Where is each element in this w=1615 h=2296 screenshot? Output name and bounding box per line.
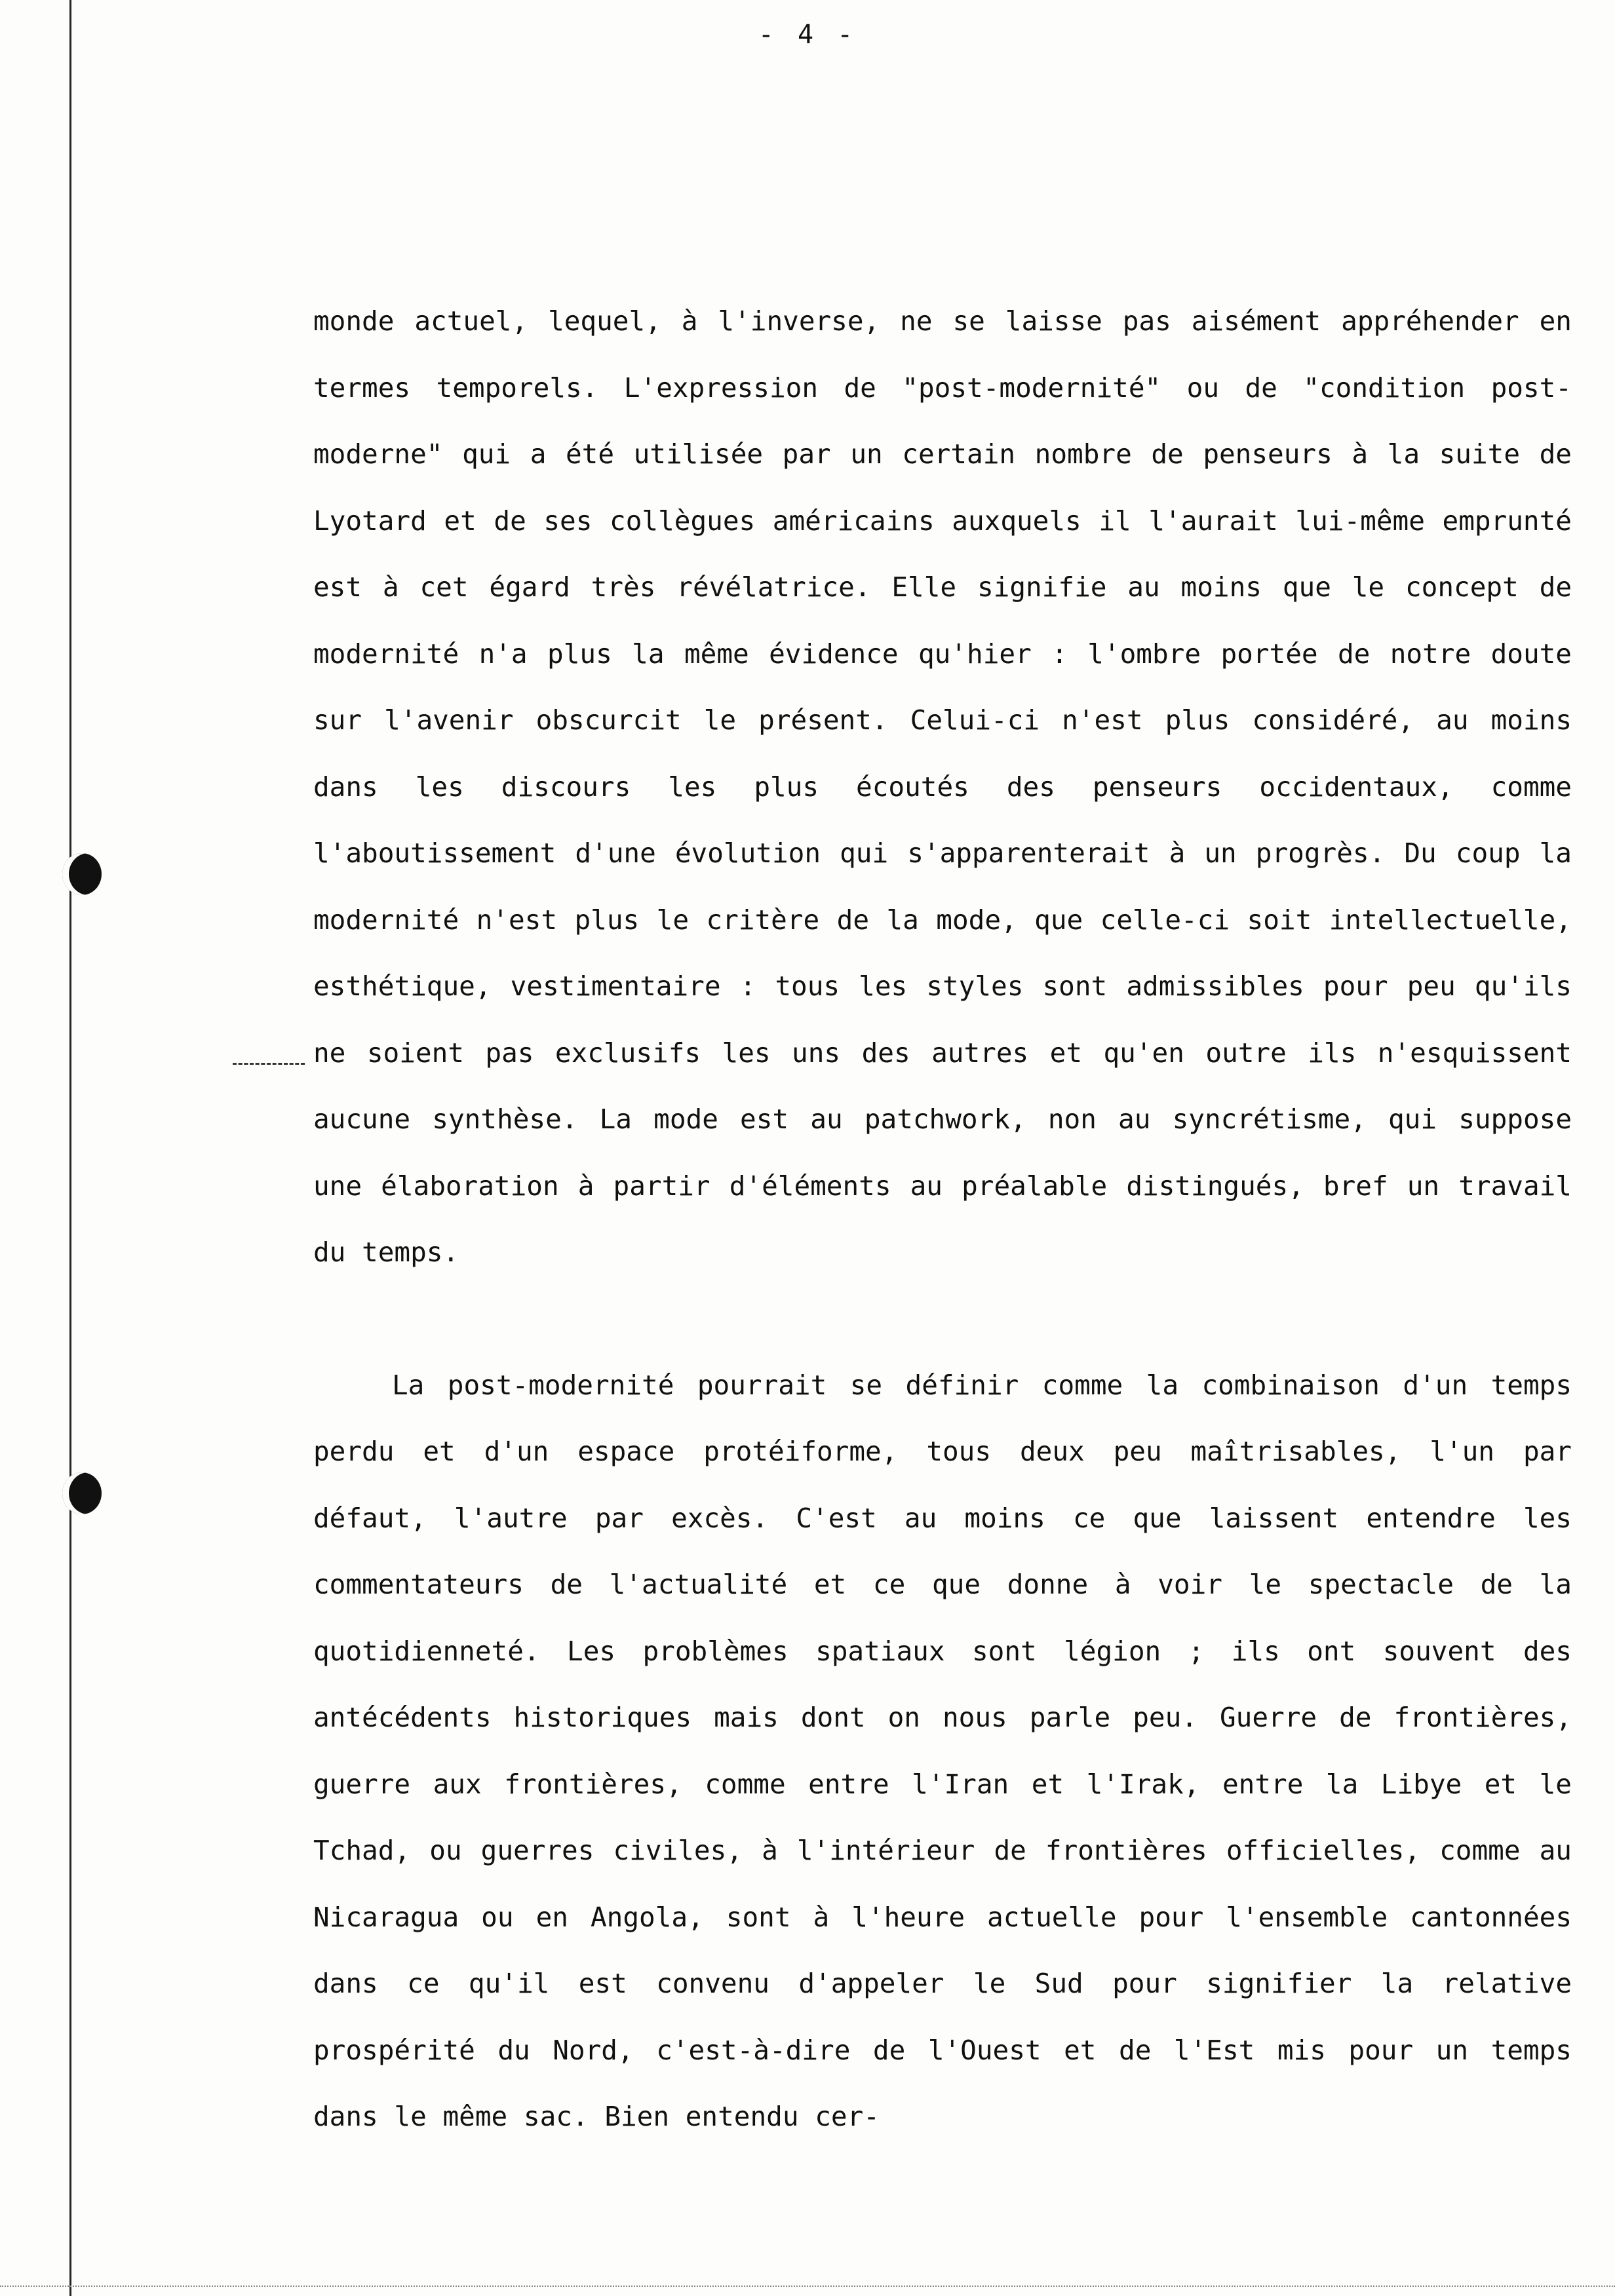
punch-hole: [62, 853, 102, 895]
paragraph: monde actuel, lequel, à l'inverse, ne se laisse pas aisément appréhender en termes temporels. L'expression de "post-modernité" ou de "condition post-moderne" qui a été utilisée par un certain nombre de penseurs à la suite de Lyotard et de ses collègues américains auxquels il l'aurait lui-même emprunté est à cet égard très révélatrice. Elle signifie au moins que le concept de modernité n'a plus la même évidence qu'hier : l'ombre portée de notre doute sur l'avenir obscurcit le présent. Celui-ci n'est plus considéré, au moins dans les discours les plus écoutés des penseurs occidentaux, comme l'aboutissement d'une évolution qui s'apparenterait à un progrès. Du coup la modernité n'est plus le critère de la mode, que celle-ci soit intellectuelle, esthétique, vestimentaire : tous les styles sont admissibles pour peu qu'ils ne soient pas exclusifs les uns des autres et qu'en outre ils n'esquissent aucune synthèse. La mode est au patchwork, non au syncrétisme, qui suppose une élaboration à partir d'éléments au préalable distingués, bref un travail du temps.: [313, 305, 1572, 1268]
paragraph: La post-modernité pourrait se définir comme la combinaison d'un temps perdu et d'un espace protéiforme, tous deux peu maîtrisables, l'un par défaut, l'autre par excès. C'est au moins ce que laissent entendre les commentateurs de l'actualité et ce que donne à voir le spectacle de la quotidienneté. Les problèmes spatiaux sont légion ; ils ont souvent des antécédents historiques mais dont on nous parle peu. Guerre de frontières, guerre aux frontières, comme entre l'Iran et l'Irak, entre la Libye et le Tchad, ou guerres civiles, à l'intérieur de frontières officielles, comme au Nicaragua ou en Angola, sont à l'heure actuelle pour l'ensemble cantonnées dans ce qu'il est convenu d'appeler le Sud pour signifier la relative prospérité du Nord, c'est-à-dire de l'Ouest et de l'Est mis pour un temps dans le même sac. Bien entendu cer-: [313, 1369, 1572, 2132]
scan-bottom-edge: [0, 2286, 1615, 2287]
punch-hole: [62, 1472, 102, 1514]
document-body: [313, 288, 1572, 2151]
margin-mark: [233, 1063, 305, 1065]
page-number: - 4 -: [758, 20, 857, 50]
page-edge-rule: [69, 0, 71, 2296]
